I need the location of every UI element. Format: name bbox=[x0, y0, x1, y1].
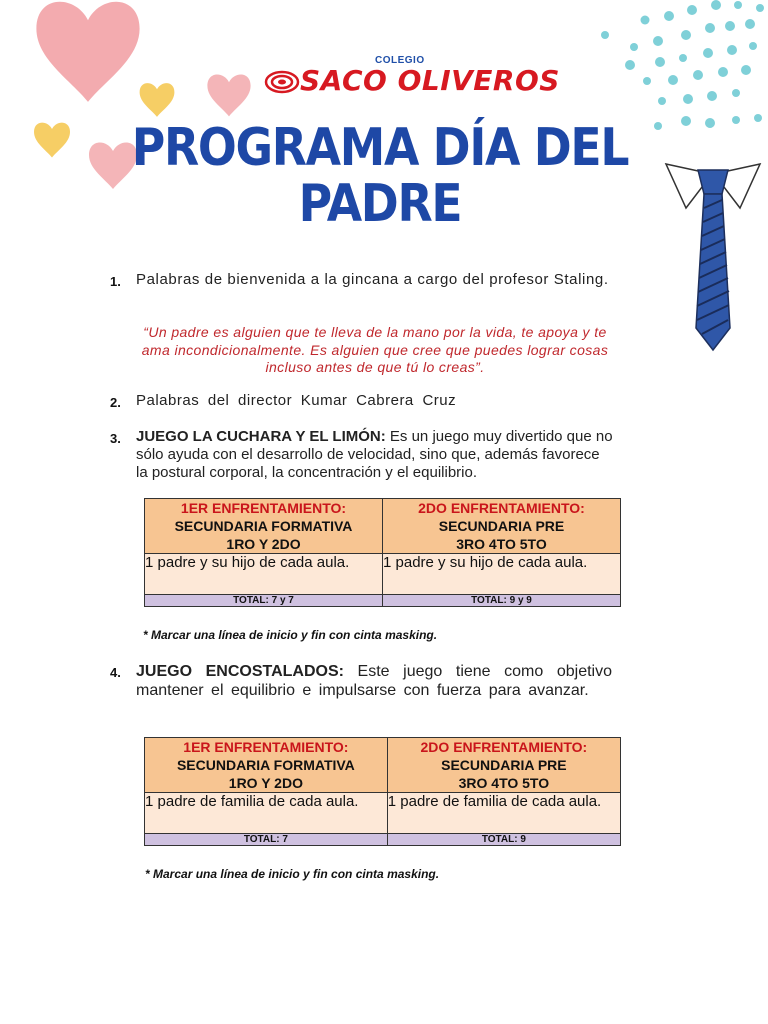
header-level: SECUNDARIA PRE bbox=[438, 518, 565, 534]
header-level: SECUNDARIA FORMATIVA bbox=[174, 518, 353, 534]
header-grades: 1RO Y 2DO bbox=[226, 536, 301, 552]
table-cell: 1 padre y su hijo de cada aula. bbox=[145, 554, 383, 595]
item-number: 1. bbox=[110, 274, 121, 289]
item-number: 4. bbox=[110, 665, 121, 680]
table-header-left bbox=[145, 738, 388, 793]
table-header-right bbox=[387, 738, 620, 793]
logo-caption: COLEGIO bbox=[375, 55, 425, 66]
table-header-right bbox=[383, 499, 621, 554]
quote-text: “Un padre es alguien que te lleva de la mano por la vida, te apoya y te ama incondicionalmente. Es alguien que cree que puedes lograr cosas incluso antes de que tú lo creas”. bbox=[141, 324, 609, 375]
title-line-1: PROGRAMA DÍA DEL bbox=[131, 118, 629, 178]
page-title bbox=[46, 120, 715, 232]
logo-name: SACO OLIVEROS bbox=[300, 64, 560, 97]
table-total: TOTAL: 9 y 9 bbox=[383, 595, 621, 607]
item-heading: JUEGO LA CUCHARA Y EL LIMÓN: bbox=[136, 428, 386, 445]
header-grades: 3RO 4TO 5TO bbox=[458, 775, 550, 791]
logo-emblem-icon bbox=[264, 70, 300, 94]
item-text: Palabras de bienvenida a la gincana a cargo del profesor Staling. bbox=[136, 271, 609, 288]
header-grades: 1RO Y 2DO bbox=[228, 775, 303, 791]
item-text: Palabras del director Kumar Cabrera Cruz bbox=[136, 392, 457, 409]
title-line-2: PADRE bbox=[298, 174, 462, 234]
table-total: TOTAL: 7 y 7 bbox=[145, 595, 383, 607]
item-description: Este juego tiene como objetivo mantener el equilibrio e impulsarse con fuerza para avanzar. bbox=[136, 663, 613, 699]
header-grades: 3RO 4TO 5TO bbox=[456, 536, 547, 552]
table-cell: 1 padre de familia de cada aula. bbox=[145, 793, 388, 834]
table-note: * Marcar una línea de inicio y fin con cinta masking. bbox=[143, 628, 438, 642]
item-text bbox=[136, 662, 612, 700]
heart-icon bbox=[36, 2, 139, 102]
table-total: TOTAL: 9 bbox=[387, 834, 620, 846]
item-number: 2. bbox=[110, 395, 121, 410]
match-table-2 bbox=[144, 737, 621, 846]
match-table-1 bbox=[144, 498, 621, 607]
header-level: SECUNDARIA PRE bbox=[441, 757, 567, 773]
header-heading: 1ER ENFRENTAMIENTO: bbox=[180, 500, 347, 516]
item-number: 3. bbox=[110, 431, 121, 446]
heart-icon bbox=[207, 75, 250, 117]
header-heading: 2DO ENFRENTAMIENTO: bbox=[420, 739, 588, 755]
heart-icon bbox=[140, 83, 175, 117]
header-heading: 2DO ENFRENTAMIENTO: bbox=[418, 500, 585, 516]
table-note: * Marcar una línea de inicio y fin con cinta masking. bbox=[145, 867, 440, 881]
table-header-left bbox=[145, 499, 383, 554]
item-heading: JUEGO ENCOSTALADOS: bbox=[136, 663, 344, 680]
item-description: Es un juego muy divertido que no sólo ayuda con el desarrollo de velocidad, sino que, además favorece la postural corporal, la concentración y el equilibrio. bbox=[136, 428, 613, 481]
item-text bbox=[136, 428, 614, 482]
table-total: TOTAL: 7 bbox=[145, 834, 388, 846]
table-cell: 1 padre y su hijo de cada aula. bbox=[383, 554, 621, 595]
header-level: SECUNDARIA FORMATIVA bbox=[176, 757, 355, 773]
table-cell: 1 padre de familia de cada aula. bbox=[387, 793, 620, 834]
header-heading: 1ER ENFRENTAMIENTO: bbox=[183, 739, 349, 755]
